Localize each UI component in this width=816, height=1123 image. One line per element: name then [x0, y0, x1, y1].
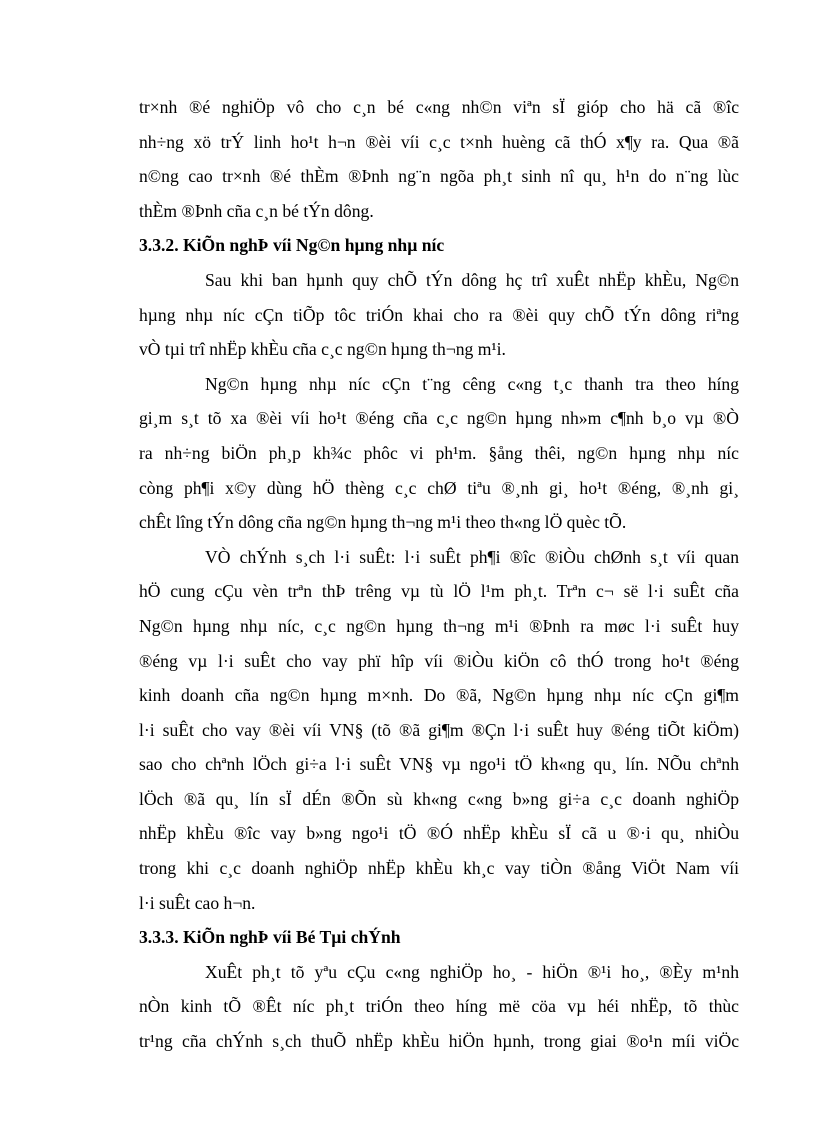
body-paragraph: [139, 955, 739, 1059]
text-line: tr×nh ®é nghiÖp vô cho c¸n bé c«ng nh©n viªn sÏ gióp cho hä cã ®îc: [139, 97, 739, 117]
body-paragraph: [139, 540, 739, 921]
text-line: vÒ tµi trî nhËp khÈu cña c¸c ng©n hµng th¬ng m¹i.: [139, 339, 506, 360]
text-line: kinh doanh cña ng©n hµng m×nh. Do ®ã, Ng©n hµng nhµ níc cÇn gi¶m: [139, 685, 739, 706]
body-paragraph: [139, 263, 739, 367]
text-line: thÈm ®Þnh cña c¸n bé tÝn dông.: [139, 200, 374, 221]
body-paragraph: [139, 367, 739, 540]
text-line: hÖ cung cÇu vèn trªn thÞ trêng vµ tù lÖ l¹m ph¸t. Trªn c¬ së l·i suÊt cña: [139, 581, 739, 602]
text-line: nh÷ng xö trÝ linh ho¹t h¬n ®èi víi c¸c t×nh huèng cã thÓ x¶y ra. Qua ®ã: [139, 131, 739, 152]
section-heading-3-3-3: 3.3.3. KiÕn nghÞ víi Bé Tµi chÝnh: [139, 927, 401, 948]
text-line: hµng nhµ níc cÇn tiÕp tôc triÓn khai cho ra ®èi quy chÕ tÝn dông riªng: [139, 304, 739, 325]
text-line: ®éng vµ l·i suÊt cho vay phï hîp víi ®iÒu kiÖn cô thÓ trong ho¹t ®éng: [139, 650, 739, 671]
text-line: lÖch ®ã qu¸ lín sÏ dÉn ®Õn sù kh«ng c«ng b»ng gi÷a c¸c doanh nghiÖp: [139, 788, 739, 809]
intro-paragraph: [139, 90, 739, 228]
text-line: tr¹ng cña chÝnh s¸ch thuÕ nhËp khÈu hiÖn hµnh, trong giai ®o¹n míi viÖc: [139, 1031, 739, 1052]
text-line: gi¸m s¸t tõ xa ®èi víi ho¹t ®éng cña c¸c ng©n hµng nh»m c¶nh b¸o vµ ®Ò: [139, 408, 739, 429]
text-line: l·i suÊt cho vay ®èi víi VN§ (tõ ®ã gi¶m ®Çn l·i suÊt huy ®éng tiÕt kiÖm): [139, 719, 739, 740]
text-line: còng ph¶i x©y dùng hÖ thèng c¸c chØ tiªu ®¸nh gi¸ ho¹t ®éng, ®¸nh gi¸: [139, 477, 739, 498]
text-line: trong khi c¸c doanh nghiÖp nhËp khÈu kh¸c vay tiÒn ®ång ViÖt Nam víi: [139, 858, 739, 879]
text-line: ra nh÷ng biÖn ph¸p kh¾c phôc vi ph¹m. §ång thêi, ng©n hµng nhµ níc: [139, 442, 739, 463]
text-line: VÒ chÝnh s¸ch l·i suÊt: l·i suÊt ph¶i ®îc ®iÒu chØnh s¸t víi quan: [205, 546, 739, 567]
text-line: l·i suÊt cao h¬n.: [139, 892, 256, 913]
text-line: chÊt lîng tÝn dông cña ng©n hµng th¬ng m¹i theo th«ng lÖ quèc tÕ.: [139, 512, 627, 533]
text-line: Ng©n hµng nhµ níc, c¸c ng©n hµng th¬ng m¹i ®Þnh ra møc l·i suÊt huy: [139, 615, 739, 636]
text-line: nÒn kinh tÕ ®Êt níc ph¸t triÓn theo híng më cöa vµ héi nhËp, tõ thùc: [139, 996, 739, 1017]
text-line: XuÊt ph¸t tõ yªu cÇu c«ng nghiÖp ho¸ - hiÖn ®¹i ho¸, ®Èy m¹nh: [205, 961, 739, 982]
text-line: Sau khi ban hµnh quy chÕ tÝn dông hç trî xuÊt nhËp khÈu, Ng©n: [205, 269, 739, 290]
text-line: sao cho chªnh lÖch gi÷a l·i suÊt VN§ vµ ngo¹i tÖ kh«ng qu¸ lín. NÕu chªnh: [139, 754, 739, 775]
text-line: nhËp khÈu ®îc vay b»ng ngo¹i tÖ ®Ó nhËp khÈu sÏ cã u ®·i qu¸ nhiÒu: [139, 823, 739, 844]
section-heading-3-3-2: 3.3.2. KiÕn nghÞ víi Ng©n hµng nhµ níc: [139, 235, 445, 256]
text-line: Ng©n hµng nhµ níc cÇn t¨ng cêng c«ng t¸c thanh tra theo híng: [205, 373, 739, 394]
text-line: n©ng cao tr×nh ®é thÈm ®Þnh ng¨n ngõa ph¸t sinh nî qu¸ h¹n do n¨ng lùc: [139, 166, 739, 187]
page-content: [139, 90, 739, 1059]
